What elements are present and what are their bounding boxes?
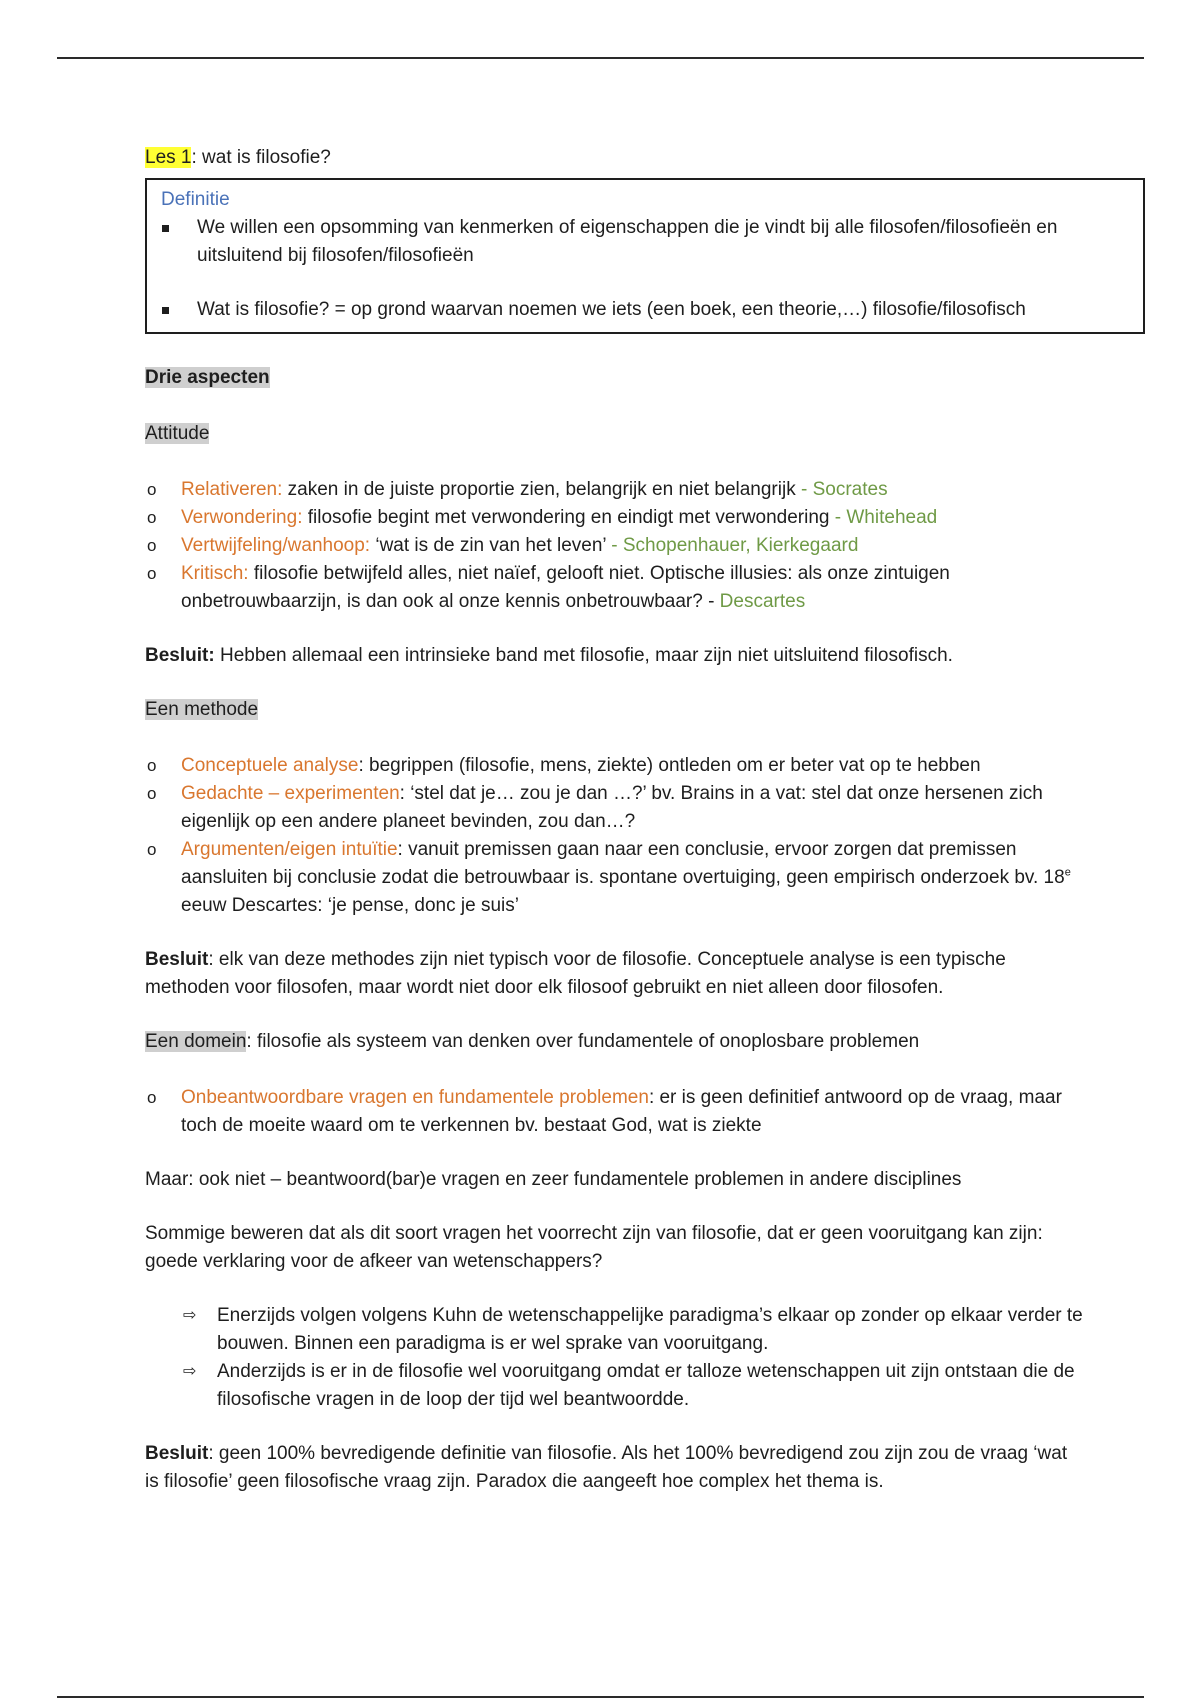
circle-bullet-icon: o <box>147 508 157 527</box>
method-term: Gedachte – experimenten <box>181 783 400 804</box>
attitude-text: filosofie begint met verwondering en eindigt met verwondering <box>302 507 835 528</box>
arrow-item <box>181 1302 1121 1358</box>
domain-heading-text: : filosofie als systeem van denken over fundamentele of onoplosbare problemen <box>246 1031 920 1052</box>
method-item <box>145 780 1085 836</box>
domain-heading: Een domein: filosofie als systeem van denken over fundamentele of onoplosbare problemen <box>145 1031 920 1052</box>
conclusion-label: Besluit: <box>145 645 215 666</box>
arrow-item-text: Enerzijds volgen volgens Kuhn de wetenschappelijke paradigma’s elkaar op zonder op elkaar verder te bouwen. Binnen een paradigma is er wel sprake van vooruitgang. <box>217 1305 1083 1354</box>
definition-title: Definitie <box>161 189 230 210</box>
circle-bullet-icon: o <box>147 840 157 859</box>
method-heading: Een methode <box>145 699 259 720</box>
method-text: : begrippen (filosofie, mens, ziekte) ontleden om er beter vat op te hebben <box>358 755 981 776</box>
circle-bullet-icon: o <box>147 536 157 555</box>
attitude-term: Verwondering: <box>181 507 303 528</box>
document-content <box>145 144 1180 1496</box>
method-text: : ‘stel dat je… zou je dan …?’ bv. Brains in a vat: stel dat onze hersenen zich eigenlijk op een andere planeet bevinden, zou dan…? <box>181 783 1043 832</box>
arrow-item-text: Anderzijds is er in de filosofie wel vooruitgang omdat er talloze wetenschappen uit zijn ontstaan die de filosofische vragen in de loop der tijd wel beantwoordde. <box>217 1361 1075 1410</box>
conclusion-text: : geen 100% bevredigende definitie van filosofie. Als het 100% bevredigend zou zijn zou de vraag ‘wat is filosofie’ geen filosofische vraag zijn. Paradox die aangeeft hoe complex het thema is. <box>145 1443 1068 1492</box>
attitude-term: Vertwijfeling/wanhoop: <box>181 535 371 556</box>
superscript: e <box>1064 866 1071 879</box>
definition-item <box>161 296 1129 324</box>
conclusion-label: Besluit <box>145 949 209 970</box>
attitude-author: - Schopenhauer, Kierkegaard <box>611 535 859 556</box>
definition-list <box>161 214 1129 324</box>
definition-item-text: Wat is filosofie? = op grond waarvan noemen we iets (een boek, een theorie,…) filosofie/filosofisch <box>197 299 1026 320</box>
method-term: Argumenten/eigen intuïtie <box>181 839 398 860</box>
definition-item-text: We willen een opsomming van kenmerken of eigenschappen die je vindt bij alle filosofen/filosofieën en uitsluitend bij filosofen/filosofieën <box>197 217 1058 266</box>
attitude-conclusion <box>145 642 1180 670</box>
attitude-list <box>145 476 1085 616</box>
conclusion-text: Hebben allemaal een intrinsieke band met filosofie, maar zijn niet uitsluitend filosofisch. <box>214 645 953 666</box>
circle-bullet-icon: o <box>147 564 157 583</box>
definition-box <box>145 178 1145 334</box>
arrow-right-icon: ⇨ <box>183 1363 197 1380</box>
circle-bullet-icon: o <box>147 756 157 775</box>
top-rule <box>57 57 1144 59</box>
attitude-author: Descartes <box>719 591 806 612</box>
circle-bullet-icon: o <box>147 784 157 803</box>
conclusion-label: Besluit <box>145 1443 209 1464</box>
attitude-text: filosofie betwijfeld alles, niet naïef, gelooft niet. Optische illusies: als onze zintuigen onbetrouwbaarzijn, is dan ook al onze kennis onbetrouwbaar? - <box>181 563 950 612</box>
domain-term: Onbeantwoordbare vragen en fundamentele problemen <box>181 1087 649 1108</box>
domain-list <box>145 1084 1085 1140</box>
arrow-list <box>145 1302 1121 1414</box>
attitude-term: Kritisch: <box>181 563 249 584</box>
attitude-item <box>145 504 1085 532</box>
lesson-title: : wat is filosofie? <box>191 147 331 168</box>
domain-some-text: Sommige beweren dat als dit soort vragen het voorrecht zijn van filosofie, dat er geen vooruitgang kan zijn: goede verklaring voor de afkeer van wetenschappers? <box>145 1223 1043 1272</box>
arrow-right-icon: ⇨ <box>183 1307 197 1324</box>
method-item <box>145 752 1085 780</box>
domain-text: : er is geen definitief antwoord op de vraag, maar toch de moeite waard om te verkennen bv. bestaat God, wat is ziekte <box>181 1087 1062 1136</box>
domain-but-text: Maar: ook niet – beantwoord(bar)e vragen en zeer fundamentele problemen in andere disciplines <box>145 1169 962 1190</box>
lesson-tag: Les 1 <box>145 147 192 168</box>
domain-item <box>145 1084 1085 1140</box>
method-list <box>145 752 1085 920</box>
attitude-item <box>145 532 1085 560</box>
attitude-item <box>145 560 1085 616</box>
attitude-text: zaken in de juiste proportie zien, belangrijk en niet belangrijk <box>282 479 801 500</box>
attitude-term: Relativeren: <box>181 479 283 500</box>
final-conclusion <box>145 1440 1085 1496</box>
attitude-text: ‘wat is de zin van het leven’ <box>370 535 612 556</box>
method-text: : vanuit premissen gaan naar een conclusie, ervoor zorgen dat premissen aansluiten bij conclusie zodat die betrouwbaar is. spontane overtuiging, geen empirisch onderzoek bv. 18 <box>181 839 1065 888</box>
definition-item <box>161 214 1129 270</box>
conclusion-text: : elk van deze methodes zijn niet typisch voor de filosofie. Conceptuele analyse is een typische methoden voor filosofen, maar wordt niet door elk filosoof gebruikt en niet alleen door filosofen. <box>145 949 1006 998</box>
attitude-item <box>145 476 1085 504</box>
attitude-author: - Whitehead <box>834 507 938 528</box>
method-conclusion <box>145 946 1085 1002</box>
method-text-after: eeuw Descartes: ‘je pense, donc je suis’ <box>181 895 519 916</box>
lesson-heading <box>145 144 1180 172</box>
section-title: Drie aspecten <box>145 367 270 388</box>
attitude-author: - Socrates <box>800 479 888 500</box>
arrow-item <box>181 1358 1121 1414</box>
method-term: Conceptuele analyse <box>181 755 359 776</box>
circle-bullet-icon: o <box>147 1088 157 1107</box>
method-item <box>145 836 1085 920</box>
bottom-rule <box>57 1696 1144 1698</box>
attitude-heading: Attitude <box>145 423 210 444</box>
circle-bullet-icon: o <box>147 480 157 499</box>
